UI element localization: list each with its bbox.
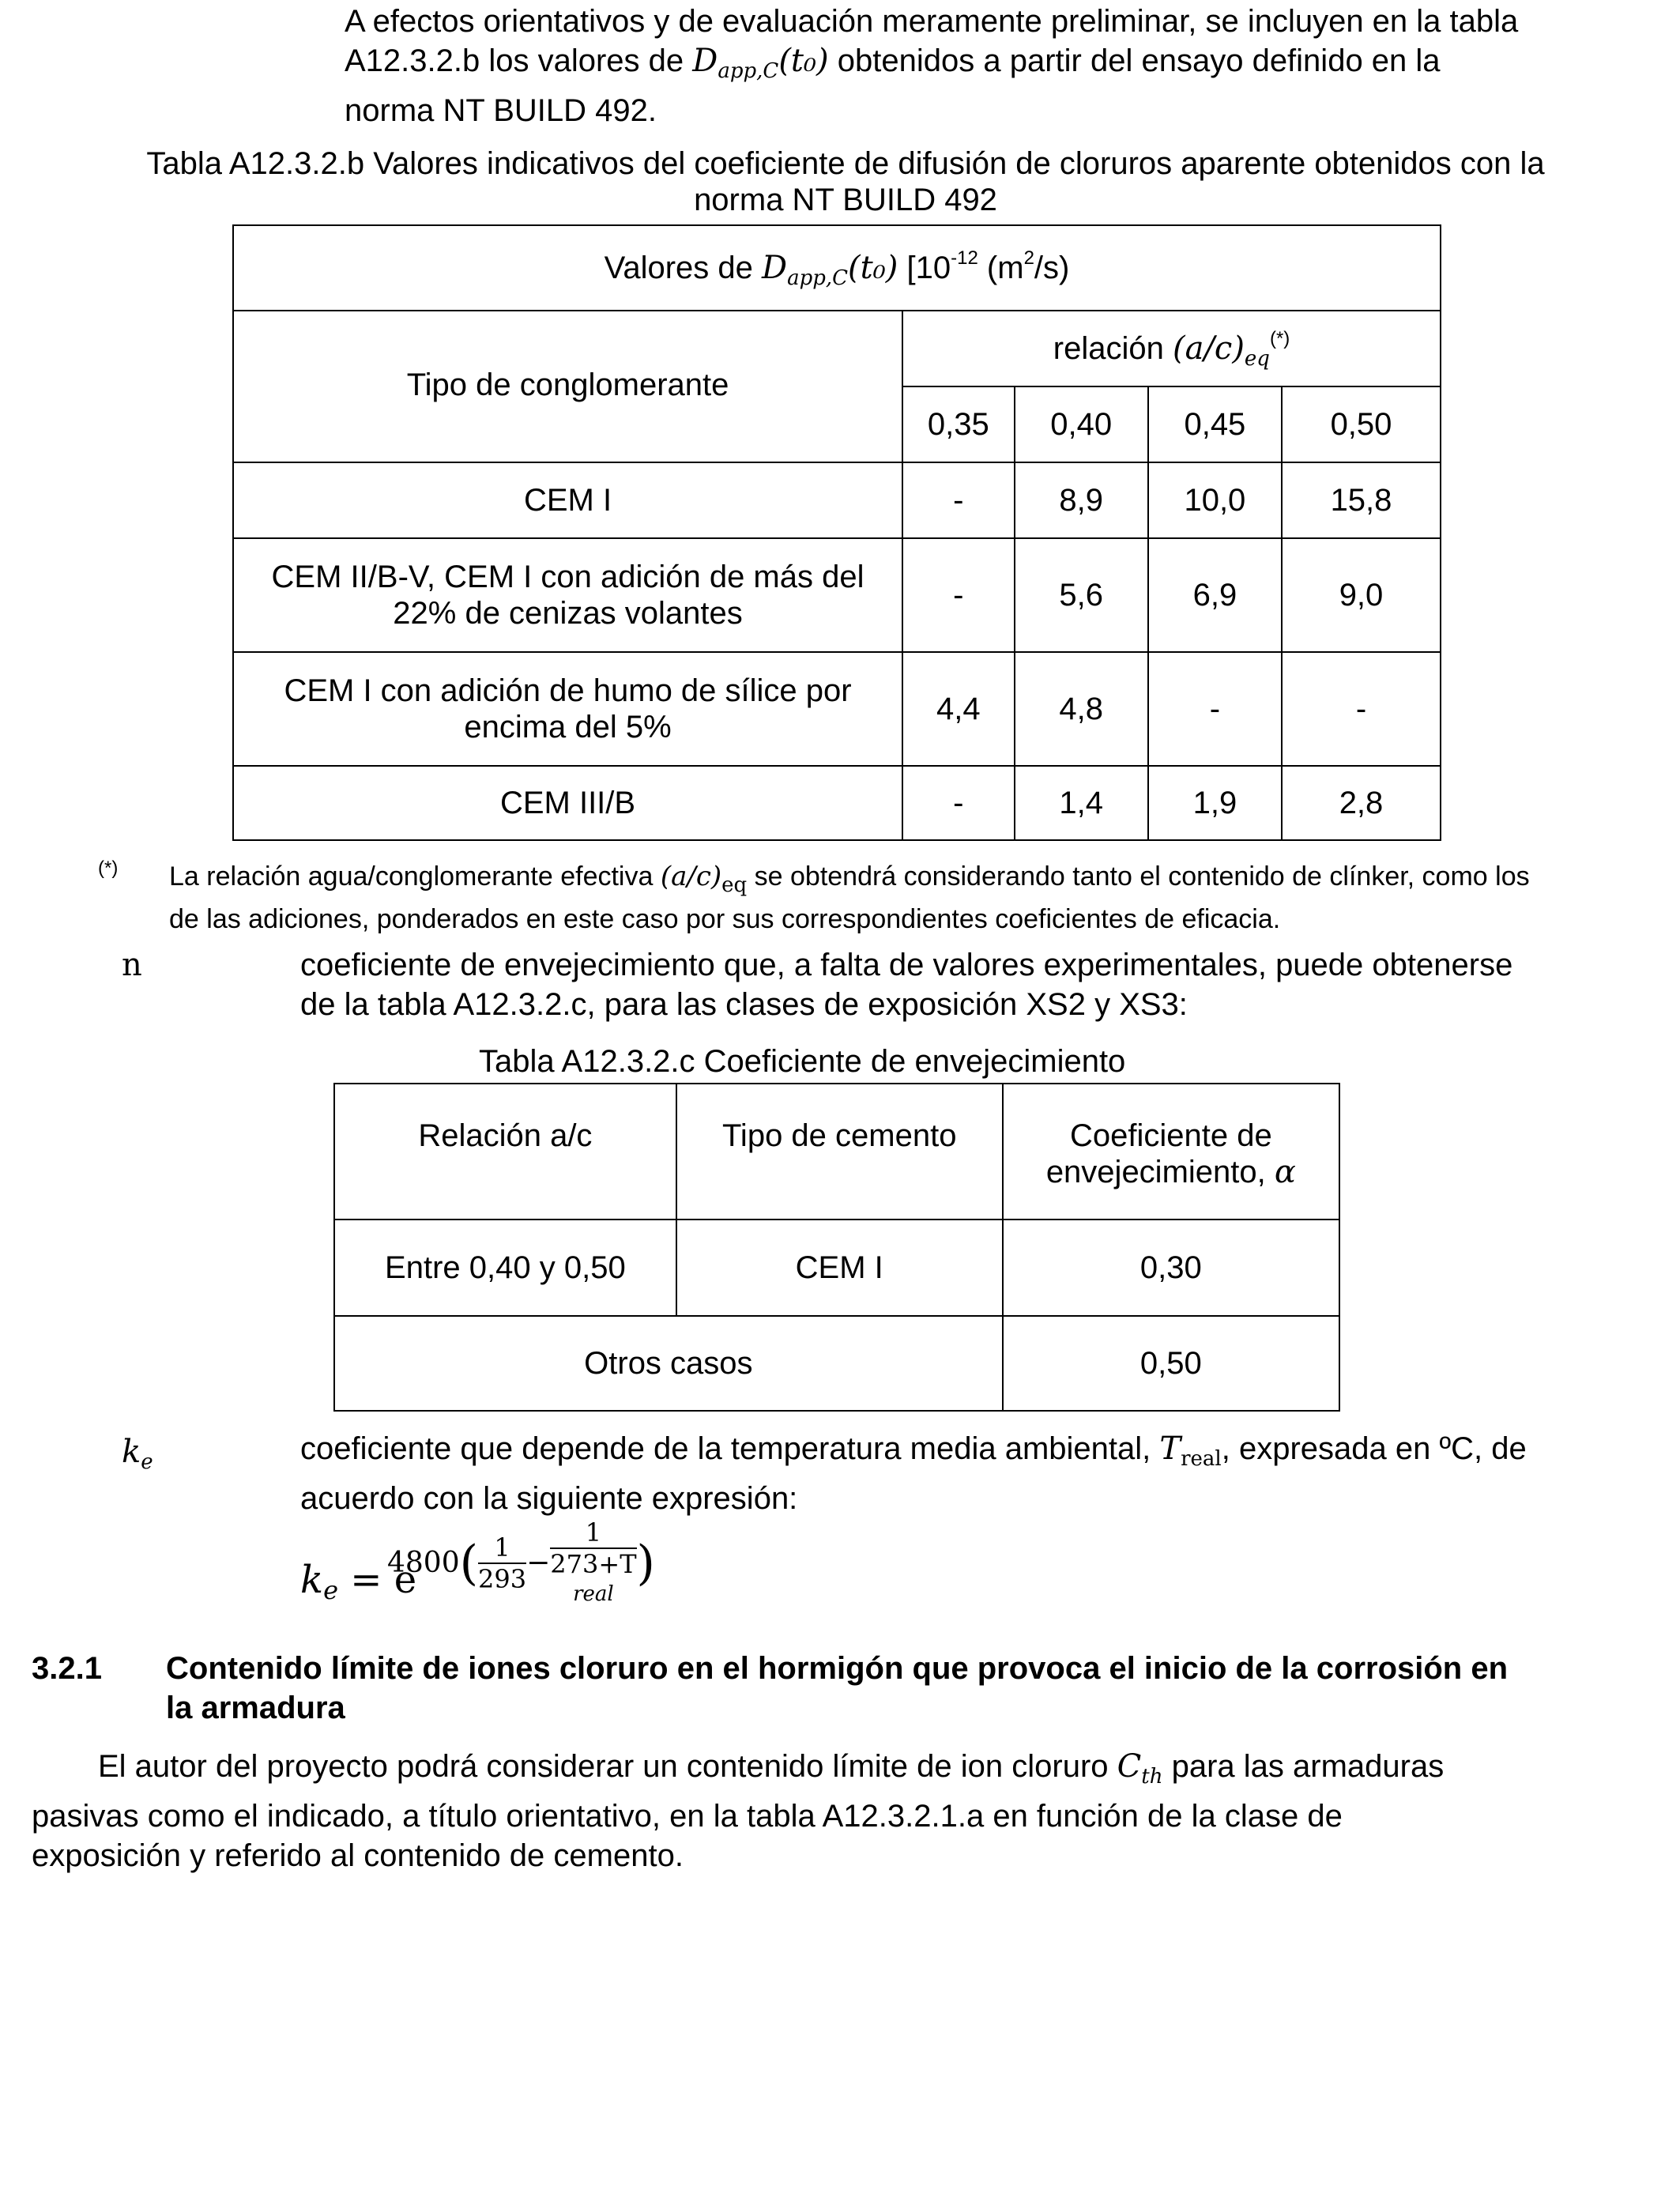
- table-b: [232, 224, 1441, 841]
- col-relacion-header: Relación a/c: [334, 1084, 676, 1220]
- col-tipo-cemento-header: Tipo de cemento: [676, 1084, 1003, 1220]
- row-value: 4,4: [902, 652, 1014, 766]
- ke-definition: coeficiente que depende de la temperatura media ambiental, $T_{real}$, expresada en ºC, de acuerdo con la siguiente expresión:: [300, 1431, 1527, 1516]
- ke-formula: $k_e = e$ 4800( $\frac{1}{293}$ − 1 273+T real ): [300, 1517, 932, 1612]
- relacion-header: relación $(a/c)_{eq}^{(*)}$: [902, 311, 1441, 386]
- intro-line-3: norma NT BUILD 492.: [345, 93, 657, 128]
- table-c: [333, 1083, 1340, 1412]
- row-value: 15,8: [1282, 462, 1441, 538]
- row-value: 10,0: [1148, 462, 1282, 538]
- ke-symbol: $k_e$: [122, 1434, 153, 1474]
- footnote-marker: (*): [98, 858, 119, 879]
- table-row: [233, 652, 1441, 766]
- row-value: 4,8: [1015, 652, 1148, 766]
- row-value: 2,8: [1282, 766, 1441, 840]
- intro-line-1: A efectos orientativos y de evaluación meramente preliminar, se incluyen en la tabla: [345, 4, 1519, 39]
- row-value: 8,9: [1015, 462, 1148, 538]
- row-value: -: [902, 462, 1014, 538]
- table-row: [233, 766, 1441, 840]
- d-app-symbol: $D_{app,C}(t_0)$: [692, 43, 829, 83]
- row-value: 5,6: [1015, 538, 1148, 652]
- row-type: CEM II/B-V, CEM I con adición de más del 22% de cenizas volantes: [233, 538, 902, 652]
- row-value: 6,9: [1148, 538, 1282, 652]
- section-paragraph: El autor del proyecto podrá considerar un contenido límite de ion cloruro $C_{th}$ para las armaduras pasivas como el indicado, a título orientativo, en la tabla A12.3.2.1.a en función de la clase de exposición y referido al contenido de cemento.: [32, 1748, 1445, 1873]
- row-value: -: [902, 538, 1014, 652]
- row-type: CEM I con adición de humo de sílice por encima del 5%: [233, 652, 902, 766]
- section-title: Contenido límite de iones cloruro en el hormigón que provoca el inicio de la corrosión en la armadura: [166, 1651, 1509, 1725]
- table-b-caption: Tabla A12.3.2.b Valores indicativos del coeficiente de difusión de cloruros aparente obtenidos con la norma NT BUILD 492: [146, 146, 1545, 217]
- ratio-cell: 0,50: [1282, 386, 1441, 462]
- row-type: CEM I: [233, 462, 902, 538]
- footnote-line-1: La relación agua/conglomerante efectiva $(a/c)_{eq}$ se obtendrá considerando tanto el contenido de clínker, como los: [169, 861, 1530, 897]
- formula-exponent: 4800( $\frac{1}{293}$ − 1 273+T real ): [387, 1517, 655, 1606]
- table-b-header: Valores de $D_{app,C}(t_0)$ [$10^{-12}$ $(m^2/s)$: [233, 225, 1441, 311]
- ratio-cell: 0,45: [1148, 386, 1282, 462]
- table-row: [233, 462, 1441, 538]
- table-row: Entre 0,40 y 0,50 CEM I 0,30: [334, 1220, 1339, 1316]
- table-c-caption: Tabla A12.3.2.c Coeficiente de envejecimiento: [479, 1044, 1126, 1079]
- row-value: 1,4: [1015, 766, 1148, 840]
- intro-paragraph: [345, 2, 1672, 130]
- col-coef-header: Coeficiente de envejecimiento, α: [1003, 1084, 1339, 1220]
- intro-line-2: A12.3.2.b los valores de $D_{app,C}(t_0)$ obtenidos a partir del ensayo definido en la: [345, 43, 1441, 83]
- row-value: -: [1148, 652, 1282, 766]
- row-type: CEM III/B: [233, 766, 902, 840]
- table-row: [233, 538, 1441, 652]
- footnote-line-2: de las adiciones, ponderados en este caso por sus correspondientes coeficientes de eficacia.: [169, 904, 1281, 934]
- footnote: [169, 860, 1671, 937]
- section-number: 3.2.1: [32, 1651, 102, 1686]
- n-definition: coeficiente de envejecimiento que, a falta de valores experimentales, puede obtenerse de la tabla A12.3.2.c, para las clases de exposición XS2 y XS3:: [300, 948, 1513, 1022]
- row-value: 1,9: [1148, 766, 1282, 840]
- table-row: Otros casos 0,50: [334, 1316, 1339, 1411]
- row-value: -: [1282, 652, 1441, 766]
- col-tipo-header: Tipo de conglomerante: [233, 311, 902, 462]
- ratio-cell: 0,35: [902, 386, 1014, 462]
- row-value: 9,0: [1282, 538, 1441, 652]
- row-value: -: [902, 766, 1014, 840]
- n-symbol: n: [122, 947, 142, 983]
- ratio-cell: 0,40: [1015, 386, 1148, 462]
